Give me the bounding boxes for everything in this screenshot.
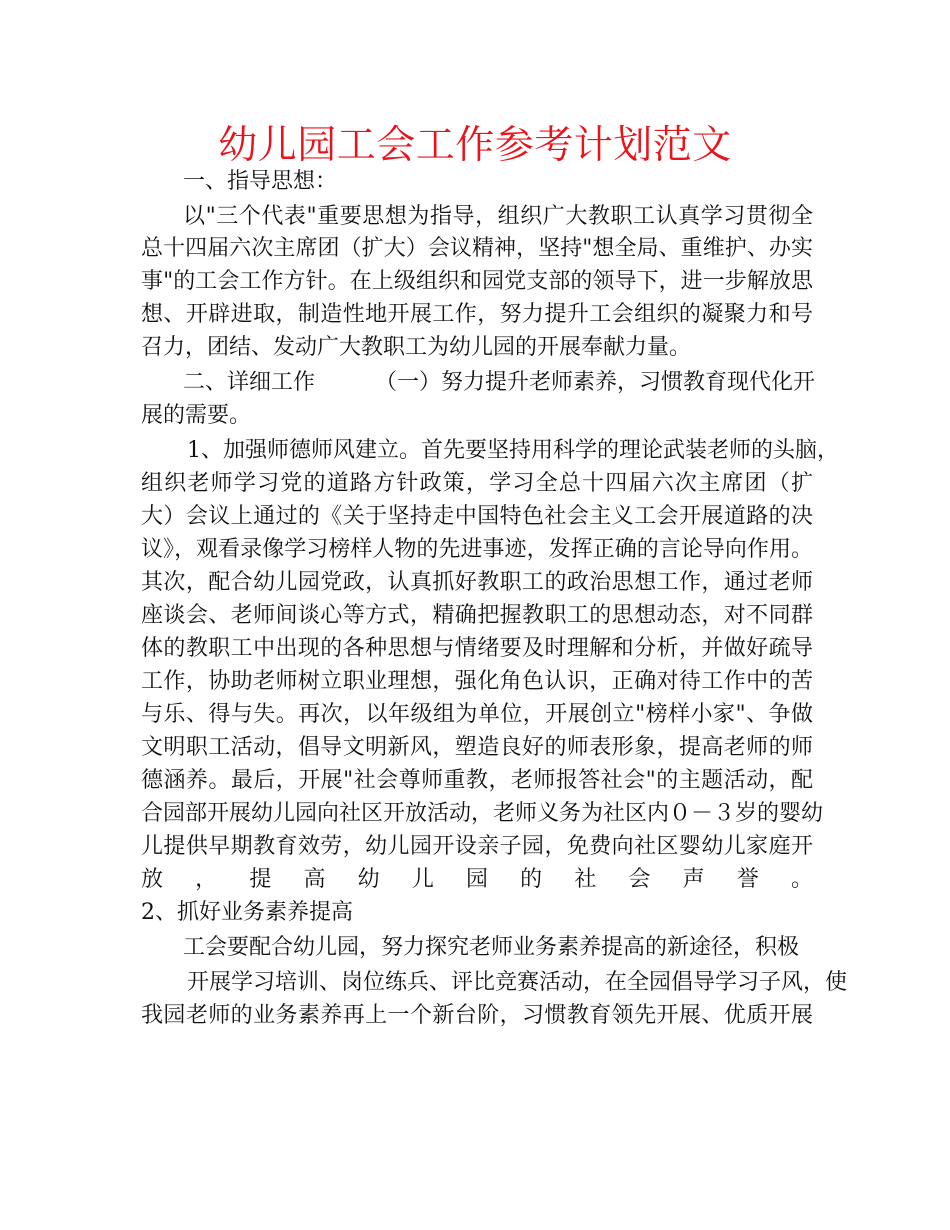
paragraph-line: 1、加强师德师风建立。首先要坚持用科学的理论武装老师的头脑， xyxy=(187,438,839,463)
paragraph-line: 组织老师学习党的道路方针政策，学习全总十四届六次主席团（扩 xyxy=(141,471,813,496)
paragraph-line: 想、开辟进取，制造性地开展工作，努力提升工会组织的凝聚力和号 xyxy=(141,302,813,327)
paragraph-line: 体的教职工中出现的各种思想与情绪要及时理解和分析，并做好疏导 xyxy=(141,636,813,661)
section-heading-detailed-work: 二、详细工作 xyxy=(183,370,316,395)
paragraph-line: 召力，团结、发动广大教职工为幼儿园的开展奉献力量。 xyxy=(141,335,692,360)
paragraph-line: 展的需要。 xyxy=(141,403,252,428)
paragraph-line: 总十四届六次主席团（扩大）会议精神，坚持"想全局、重维护、办实 xyxy=(141,236,813,261)
paragraph-line: 我园老师的业务素养再上一个新台阶，习惯教育领先开展、优质开展 xyxy=(141,1003,813,1028)
paragraph-line: 德涵养。最后，开展"社会尊师重教，老师报答社会"的主题活动，配 xyxy=(141,768,813,793)
paragraph-line: 工作，协助老师树立职业理想，强化角色认识，正确对待工作中的苦 xyxy=(141,669,813,694)
paragraph-line xyxy=(141,1034,813,1064)
paragraph-line: 开展学习培训、岗位练兵、评比竞赛活动，在全园倡导学习子风，使 xyxy=(187,970,848,995)
paragraph-line: 大）会议上通过的《关于坚持走中国特色社会主义工会开展道路的决 xyxy=(141,504,813,529)
subsection-heading-teacher-quality: （一）努力提升老师素养，习惯教育现代化开 xyxy=(375,370,816,395)
paragraph-line: 事"的工会工作方针。在上级组织和园党支部的领导下，进一步解放思 xyxy=(141,269,813,294)
paragraph-line: 2、抓好业务素养提高 xyxy=(141,900,353,925)
paragraph-line: 文明职工活动，倡导文明新风，塑造良好的师表形象，提高老师的师 xyxy=(141,735,813,760)
paragraph-line: 合园部开展幼儿园向社区开放活动，老师义务为社区内０－３岁的婴幼 xyxy=(141,801,824,826)
section-heading-guiding-thought: 一、指导思想： xyxy=(183,169,338,194)
paragraph-line: 议》，观看录像学习榜样人物的先进事迹，发挥正确的言论导向作用。 xyxy=(141,537,813,562)
paragraph-line: 放，提高幼儿园的社会声誉。 xyxy=(141,867,813,892)
paragraph-line: 以"三个代表"重要思想为指导，组织广大教职工认真学习贯彻全 xyxy=(183,204,813,229)
paragraph-line: 与乐、得与失。再次，以年级组为单位，开展创立"榜样小家"、争做 xyxy=(141,702,813,727)
subsection-heading-professional-quality: 工会要配合幼儿园，努力探究老师业务素养提高的新途径，积极 xyxy=(183,935,800,960)
paragraph-line: 其次，配合幼儿园党政，认真抓好教职工的政治思想工作，通过老师 xyxy=(141,570,813,595)
paragraph-line: 座谈会、老师间谈心等方式，精确把握教职工的思想动态，对不同群 xyxy=(141,603,813,628)
paragraph-line: 儿提供早期教育效劳，幼儿园开设亲子园，免费向社区婴幼儿家庭开 xyxy=(141,834,813,859)
document-title: 幼儿园工会工作参考计划范文 xyxy=(218,123,732,168)
